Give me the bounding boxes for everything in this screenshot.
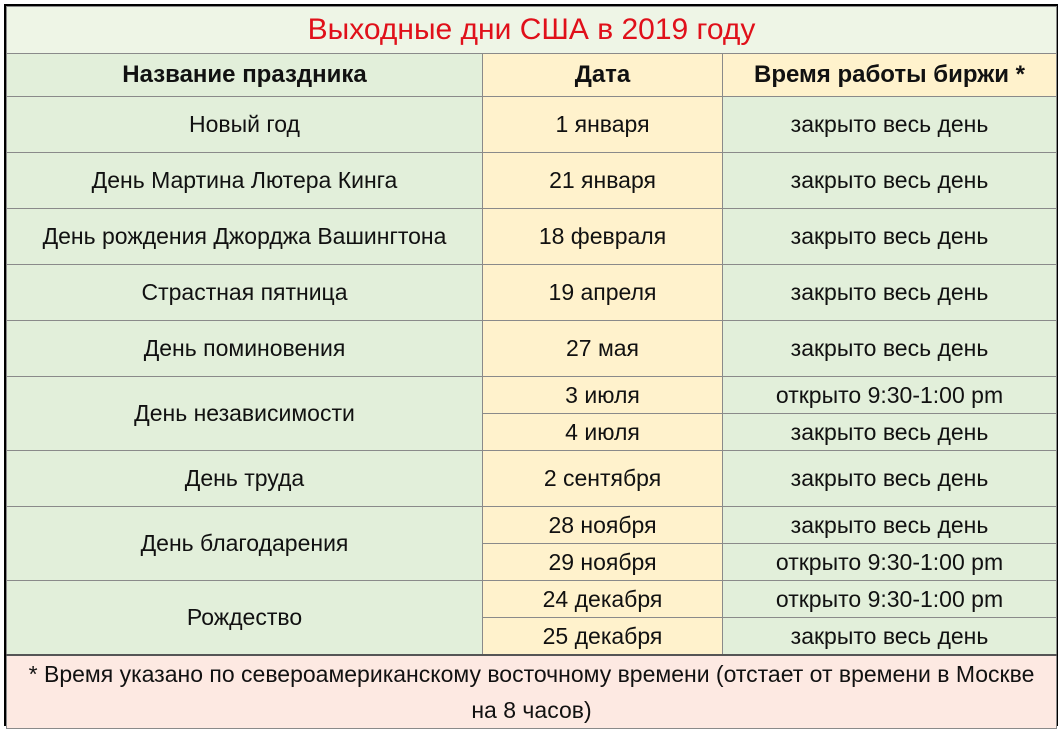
holiday-sheet	[4, 4, 1058, 726]
holiday-name: Страстная пятница	[7, 265, 483, 321]
holiday-date: 3 июля	[483, 377, 723, 414]
holiday-date: 27 мая	[483, 321, 723, 377]
holiday-date: 28 ноября	[483, 507, 723, 544]
holiday-date: 1 января	[483, 97, 723, 153]
table-row	[7, 97, 1057, 153]
table-row	[7, 581, 1057, 618]
header-holiday-name: Название праздника	[7, 54, 483, 97]
table-row	[7, 321, 1057, 377]
holiday-name: Рождество	[7, 581, 483, 656]
table-row	[7, 153, 1057, 209]
exchange-hours: открыто 9:30-1:00 pm	[723, 377, 1057, 414]
exchange-hours: закрыто весь день	[723, 97, 1057, 153]
exchange-hours: закрыто весь день	[723, 414, 1057, 451]
header-exchange-hours: Время работы биржи *	[723, 54, 1057, 97]
table-row	[7, 265, 1057, 321]
header-row	[7, 54, 1057, 97]
holiday-name: День труда	[7, 451, 483, 507]
holiday-date: 19 апреля	[483, 265, 723, 321]
holiday-name: День поминовения	[7, 321, 483, 377]
footnote: * Время указано по североамериканскому восточному времени (отстает от времени в Москве на 8 часов)	[7, 655, 1057, 729]
holiday-name: День Мартина Лютера Кинга	[7, 153, 483, 209]
exchange-hours: открыто 9:30-1:00 pm	[723, 544, 1057, 581]
exchange-hours: закрыто весь день	[723, 618, 1057, 656]
holiday-date: 29 ноября	[483, 544, 723, 581]
table-title: Выходные дни США в 2019 году	[7, 7, 1057, 54]
holiday-date: 2 сентября	[483, 451, 723, 507]
holiday-name: День благодарения	[7, 507, 483, 581]
table-row	[7, 377, 1057, 414]
table-row	[7, 209, 1057, 265]
exchange-hours: закрыто весь день	[723, 321, 1057, 377]
holiday-name: День рождения Джорджа Вашингтона	[7, 209, 483, 265]
holiday-date: 24 декабря	[483, 581, 723, 618]
table-row	[7, 451, 1057, 507]
exchange-hours: закрыто весь день	[723, 507, 1057, 544]
table-row	[7, 507, 1057, 544]
exchange-hours: закрыто весь день	[723, 451, 1057, 507]
exchange-hours: открыто 9:30-1:00 pm	[723, 581, 1057, 618]
holiday-date: 18 февраля	[483, 209, 723, 265]
exchange-hours: закрыто весь день	[723, 265, 1057, 321]
holiday-date: 21 января	[483, 153, 723, 209]
holiday-name: День независимости	[7, 377, 483, 451]
holiday-name: Новый год	[7, 97, 483, 153]
holidays-table	[6, 6, 1057, 729]
header-date: Дата	[483, 54, 723, 97]
exchange-hours: закрыто весь день	[723, 153, 1057, 209]
holiday-date: 4 июля	[483, 414, 723, 451]
exchange-hours: закрыто весь день	[723, 209, 1057, 265]
holiday-date: 25 декабря	[483, 618, 723, 656]
